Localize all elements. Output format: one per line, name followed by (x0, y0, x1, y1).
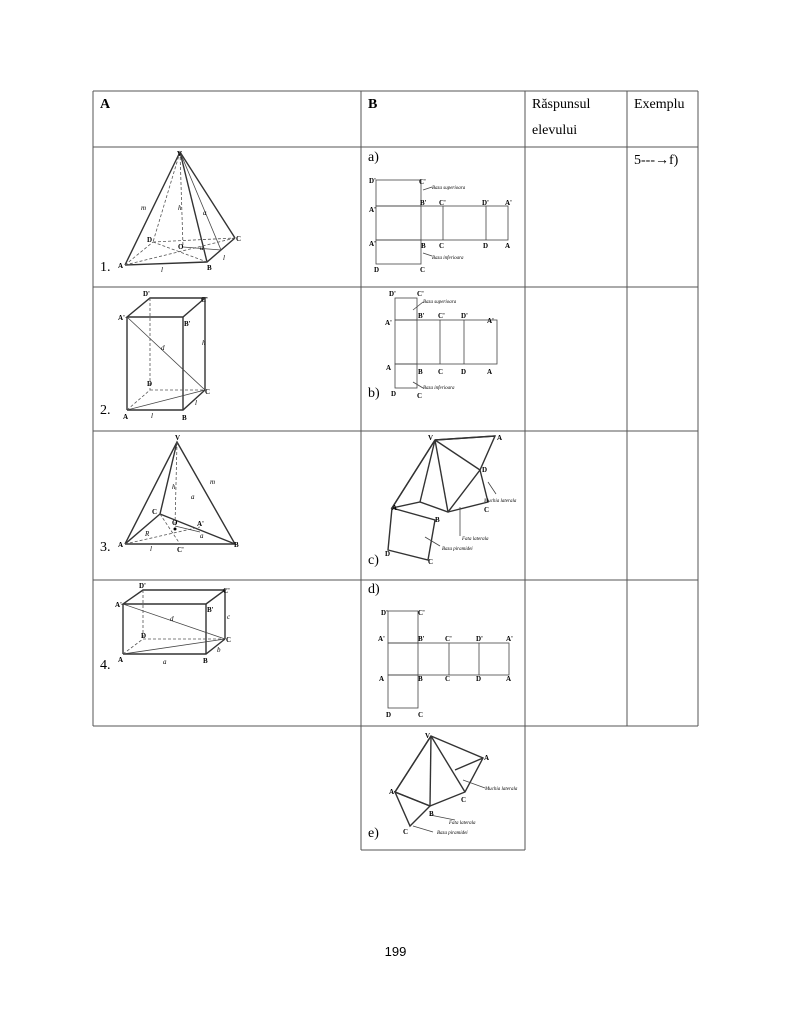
net-a-svg (368, 170, 518, 278)
svg-text:C': C' (445, 635, 452, 643)
svg-text:m: m (210, 478, 216, 486)
svg-text:R: R (145, 530, 150, 538)
svg-text:C': C' (439, 199, 446, 207)
svg-text:C: C (418, 711, 424, 719)
svg-text:D: D (483, 242, 489, 250)
cuboid-svg (113, 584, 243, 674)
svg-text:D': D' (139, 582, 146, 590)
net-c-svg (380, 432, 520, 572)
svg-text:h: h (202, 339, 206, 347)
svg-text:m: m (141, 204, 147, 212)
net-e-face-label: Fata laterala (449, 821, 476, 826)
svg-text:D': D' (143, 290, 150, 298)
header-col-b: B (368, 97, 378, 112)
svg-text:C: C (461, 796, 467, 804)
svg-text:B: B (435, 516, 440, 524)
net-b-svg (383, 290, 513, 402)
svg-text:A': A' (115, 601, 122, 609)
svg-text:D: D (476, 675, 482, 683)
svg-text:l: l (151, 412, 153, 420)
svg-text:D: D (147, 236, 153, 244)
svg-text:D: D (482, 466, 488, 474)
net-b-top-label: Baza superioara (423, 300, 457, 305)
prism-quad-figure (115, 290, 215, 425)
cuboid-figure (113, 584, 243, 674)
svg-text:D: D (147, 380, 153, 388)
svg-text:C: C (428, 558, 434, 566)
net-c-figure (380, 432, 520, 572)
pyramid-quad-svg (115, 150, 250, 275)
svg-text:a: a (163, 658, 167, 666)
net-e-base-label: Baza piramidei (437, 831, 468, 836)
net-a-top-label: Baza superioara (432, 186, 466, 191)
svg-text:C': C' (201, 296, 208, 304)
svg-text:c: c (227, 613, 231, 621)
svg-text:C: C (417, 392, 423, 400)
svg-text:A': A' (487, 317, 494, 325)
svg-text:A: A (487, 368, 493, 376)
svg-text:B: B (418, 368, 423, 376)
net-label-c: c) (368, 553, 379, 568)
svg-text:h: h (172, 483, 176, 491)
net-d-svg (376, 605, 521, 720)
header-col-a: A (100, 97, 111, 112)
svg-text:A: A (379, 675, 385, 683)
svg-text:D': D' (389, 290, 396, 298)
svg-text:D: D (386, 711, 392, 719)
pyramid-quad-figure (115, 150, 250, 275)
svg-text:l: l (161, 266, 163, 274)
svg-text:A: A (386, 364, 392, 372)
svg-text:A: A (505, 242, 511, 250)
svg-text:A: A (392, 504, 398, 512)
net-c-edge-label: Muchia laterala (484, 499, 517, 504)
svg-text:V: V (425, 732, 431, 740)
svg-text:a: a (200, 244, 204, 252)
svg-text:b: b (217, 646, 221, 654)
svg-text:B': B' (418, 312, 425, 320)
net-c-face-label: Fata laterala (462, 537, 489, 542)
svg-text:B: B (421, 242, 426, 250)
page-number: 199 (384, 944, 407, 959)
svg-text:A': A' (385, 319, 392, 327)
net-b-figure (383, 290, 513, 402)
svg-text:a: a (203, 209, 207, 217)
svg-text:V: V (175, 434, 181, 442)
svg-text:B: B (182, 414, 187, 422)
svg-text:D': D' (461, 312, 468, 320)
svg-text:C': C' (177, 546, 184, 554)
svg-text:V: V (428, 434, 434, 442)
svg-text:C: C (438, 368, 444, 376)
svg-text:C': C' (418, 609, 425, 617)
svg-text:A': A' (506, 635, 513, 643)
svg-text:A: A (484, 754, 490, 762)
svg-text:C: C (226, 636, 232, 644)
svg-text:d: d (170, 615, 174, 623)
svg-text:a: a (200, 532, 204, 540)
net-label-e: e) (368, 826, 379, 841)
svg-text:d: d (161, 344, 165, 352)
svg-text:B: B (429, 810, 434, 818)
svg-text:C': C' (419, 178, 426, 186)
svg-text:A': A' (197, 520, 204, 528)
svg-text:A: A (389, 788, 395, 796)
svg-text:C: C (445, 675, 451, 683)
svg-text:l: l (223, 254, 225, 262)
svg-text:O: O (172, 519, 178, 527)
svg-text:O: O (178, 243, 184, 251)
svg-text:D': D' (482, 199, 489, 207)
svg-text:A': A' (118, 314, 125, 322)
svg-text:B: B (207, 264, 212, 272)
pyramid-tri-svg (115, 434, 245, 554)
svg-text:B: B (418, 675, 423, 683)
header-answer: Răspunsul elevului (532, 97, 591, 138)
svg-text:A': A' (378, 635, 385, 643)
row-label-2: 2. (100, 403, 111, 418)
net-a-figure (368, 170, 518, 278)
row-label-1: 1. (100, 260, 111, 275)
svg-text:C: C (403, 828, 409, 836)
net-e-svg (385, 730, 518, 840)
svg-text:D: D (374, 266, 380, 274)
svg-text:l: l (195, 399, 197, 407)
net-a-bottom-label: Baza inferioara (432, 256, 464, 261)
svg-text:A': A' (369, 240, 376, 248)
svg-text:C': C' (438, 312, 445, 320)
svg-text:A: A (118, 262, 124, 270)
svg-text:A: A (118, 541, 124, 549)
svg-text:A: A (118, 656, 124, 664)
svg-text:D': D' (369, 177, 376, 185)
row-label-4: 4. (100, 658, 111, 673)
svg-text:D': D' (476, 635, 483, 643)
row-label-3: 3. (100, 540, 111, 555)
net-label-d: d) (368, 582, 380, 597)
svg-text:C': C' (223, 587, 230, 595)
net-e-figure (385, 730, 518, 840)
svg-text:A: A (497, 434, 503, 442)
svg-text:A: A (506, 675, 512, 683)
svg-text:B': B' (207, 606, 214, 614)
net-label-b: b) (368, 386, 380, 401)
svg-text:C: C (152, 508, 158, 516)
svg-text:C: C (420, 266, 426, 274)
svg-text:l: l (150, 545, 152, 553)
svg-text:a: a (191, 493, 195, 501)
svg-text:D: D (141, 632, 147, 640)
svg-text:B: B (234, 541, 239, 549)
svg-text:C: C (205, 388, 211, 396)
header-example: Exemplu (634, 97, 685, 112)
net-b-bottom-label: Baza inferioara (423, 386, 455, 391)
svg-text:h: h (178, 204, 182, 212)
svg-text:V: V (177, 150, 183, 158)
svg-text:C': C' (417, 290, 424, 298)
svg-text:D: D (385, 550, 391, 558)
svg-text:D: D (461, 368, 467, 376)
svg-text:B': B' (418, 635, 425, 643)
svg-text:C: C (439, 242, 445, 250)
svg-text:A: A (123, 413, 129, 421)
net-c-base-label: Baza piramidei (442, 547, 473, 552)
net-d-figure (376, 605, 521, 720)
svg-text:A': A' (369, 206, 376, 214)
example-answer: 5---→f) (634, 153, 679, 168)
svg-text:B': B' (184, 320, 191, 328)
prism-quad-svg (115, 290, 215, 425)
svg-text:B: B (203, 657, 208, 665)
svg-text:C: C (484, 506, 490, 514)
pyramid-tri-figure (115, 434, 245, 554)
svg-text:D: D (391, 390, 397, 398)
svg-text:C: C (236, 235, 242, 243)
net-e-edge-label: Muchia laterala (485, 787, 518, 792)
svg-text:A': A' (505, 199, 512, 207)
svg-text:D': D' (381, 609, 388, 617)
net-label-a: a) (368, 150, 379, 165)
svg-text:B': B' (420, 199, 427, 207)
